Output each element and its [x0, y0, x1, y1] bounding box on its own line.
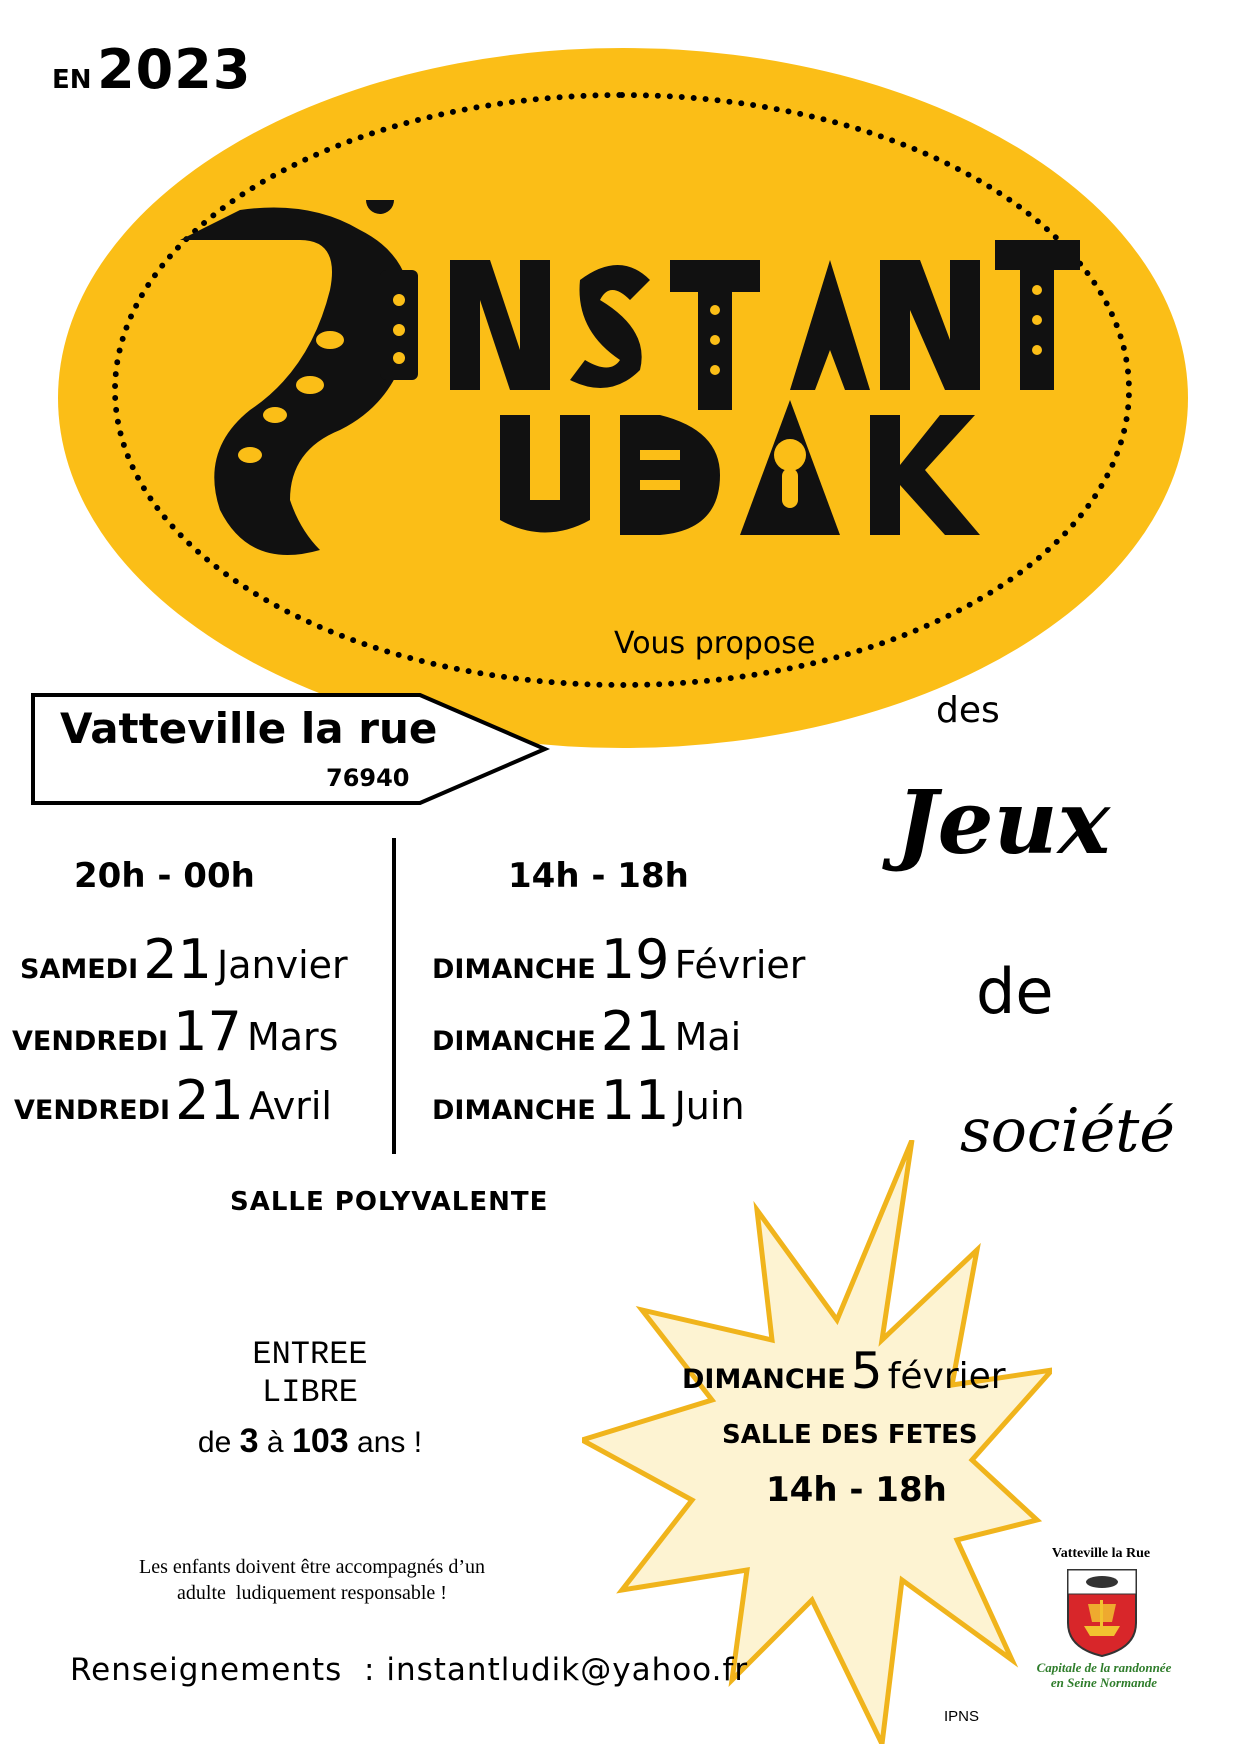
date-month: Juin	[674, 1084, 745, 1128]
venue-polyvalente: SALLE POLYVALENTE	[230, 1187, 549, 1217]
date-row	[14, 1069, 332, 1132]
contact-label: Renseignements	[70, 1652, 343, 1688]
date-day: VENDREDI	[12, 1026, 169, 1057]
word-des: des	[936, 690, 1000, 731]
town-name: Vatteville la rue	[60, 704, 438, 753]
date-day: SAMEDI	[20, 954, 139, 985]
event-day: DIMANCHE	[682, 1364, 846, 1395]
coat-of-arms-icon	[1066, 1568, 1138, 1658]
age-range	[160, 1422, 460, 1461]
instant-ludik-logo	[180, 200, 1080, 580]
date-day: DIMANCHE	[432, 1026, 596, 1057]
date-month: Mars	[246, 1015, 339, 1059]
contact-separator: :	[364, 1652, 376, 1688]
age-max: 103	[291, 1422, 349, 1460]
date-num: 21	[175, 1069, 244, 1132]
date-num: 17	[173, 1000, 242, 1063]
year-value: 2023	[97, 38, 252, 101]
crest-motto-line-2: en Seine Normande	[1050, 1675, 1158, 1690]
crest-motto	[1014, 1660, 1194, 1690]
event-num: 5	[850, 1342, 883, 1400]
ages-suffix: ans !	[357, 1426, 423, 1459]
special-event-date	[682, 1342, 1052, 1400]
note-line-2: adulte ludiquement responsable !	[177, 1582, 447, 1604]
date-row	[12, 1000, 339, 1063]
age-min: 3	[239, 1422, 259, 1460]
date-day: DIMANCHE	[432, 1095, 596, 1126]
word-societe: société	[960, 1096, 1175, 1166]
date-month: Janvier	[217, 943, 348, 987]
ages-prefix: de	[197, 1426, 232, 1459]
tagline: Vous propose	[614, 626, 816, 661]
evening-hours: 20h - 00h	[74, 856, 255, 896]
date-num: 11	[600, 1069, 670, 1132]
ages-mid: à	[266, 1426, 284, 1459]
date-num: 19	[600, 928, 670, 991]
date-row	[20, 928, 348, 991]
crest-town-name: Vatteville la Rue	[1051, 1546, 1151, 1561]
date-day: DIMANCHE	[432, 954, 596, 985]
special-event-hours: 14h - 18h	[766, 1470, 947, 1510]
entry-line-2: LIBRE	[261, 1374, 358, 1411]
crest-motto-line-1: Capitale de la randonnée	[1036, 1660, 1172, 1675]
contact-line	[70, 1652, 748, 1688]
afternoon-hours: 14h - 18h	[508, 856, 689, 896]
date-num: 21	[143, 928, 212, 991]
date-row	[432, 1069, 745, 1132]
year-heading	[52, 38, 251, 101]
date-month: Avril	[248, 1084, 332, 1128]
date-num: 21	[600, 1000, 670, 1063]
entry-line-1: ENTREE	[252, 1336, 368, 1373]
year-prefix: EN	[52, 65, 92, 95]
date-row	[432, 928, 806, 991]
date-month: Février	[674, 943, 806, 987]
contact-email[interactable]: instantludik@yahoo.fr	[386, 1652, 749, 1688]
town-sign	[30, 692, 550, 806]
postal-code: 76940	[326, 764, 410, 792]
word-jeux: Jeux	[896, 770, 1111, 874]
date-row	[432, 1000, 742, 1063]
entry-free	[200, 1336, 420, 1412]
note-line-1: Les enfants doivent être accompagnés d’un	[139, 1556, 485, 1578]
children-note	[92, 1554, 532, 1606]
date-day: VENDREDI	[14, 1095, 171, 1126]
ipns-mark: IPNS	[944, 1708, 980, 1725]
word-de: de	[976, 955, 1054, 1028]
date-month: Mai	[674, 1015, 742, 1059]
special-event-venue: SALLE DES FETES	[722, 1420, 978, 1450]
event-month: février	[887, 1356, 1006, 1397]
schedule-divider	[392, 838, 396, 1154]
town-crest	[1022, 1546, 1180, 1716]
